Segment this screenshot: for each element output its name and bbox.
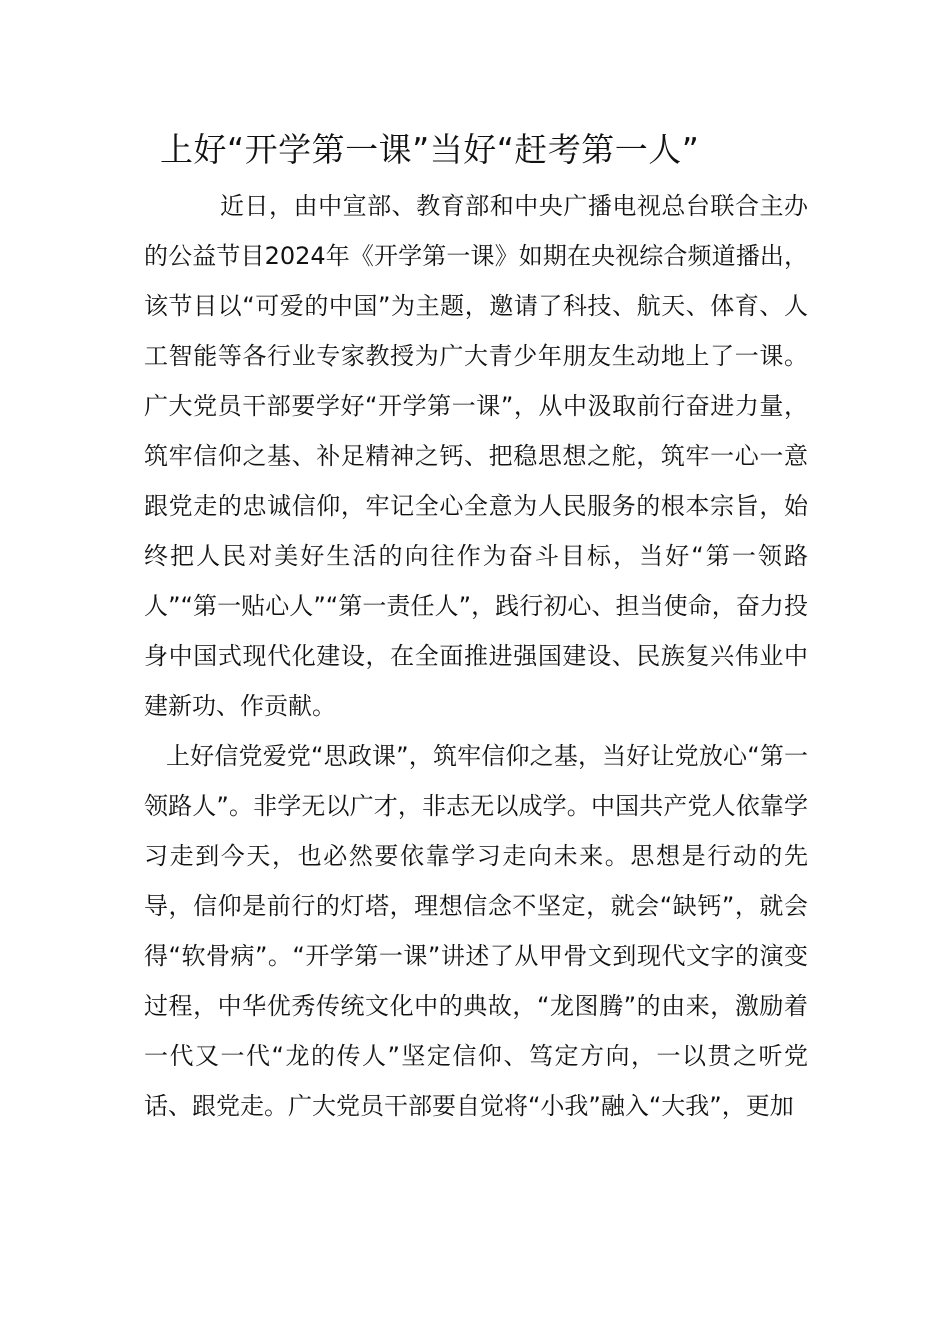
document-body	[144, 181, 808, 1131]
paragraph-1: 近日，由中宣部、教育部和中央广播电视总台联合主办的公益节目2024年《开学第一课》如期在央视综合频道播出，该节目以“可爱的中国”为主题，邀请了科技、航天、体育、人工智能等各行业专家教授为广大青少年朋友生动地上了一课。广大党员干部要学好“开学第一课”，从中汲取前行奋进力量，筑牢信仰之基、补足精神之钙、把稳思想之舵，筑牢一心一意跟党走的忠诚信仰，牢记全心全意为人民服务的根本宗旨，始终把人民对美好生活的向往作为奋斗目标，当好“第一领路人”“第一贴心人”“第一责任人”，践行初心、担当使命，奋力投身中国式现代化建设，在全面推进强国建设、民族复兴伟业中建新功、作贡献。	[144, 192, 808, 720]
paragraph-2: 上好信党爱党“思政课”，筑牢信仰之基，当好让党放心“第一领路人”。非学无以广才，非志无以成学。中国共产党人依靠学习走到今天，也必然要依靠学习走向未来。思想是行动的先导，信仰是前行的灯塔，理想信念不坚定，就会“缺钙”，就会得“软骨病”。“开学第一课”讲述了从甲骨文到现代文字的演变过程，中华优秀传统文化中的典故，“龙图腾”的由来，激励着一代又一代“龙的传人”坚定信仰、笃定方向，一以贯之听党话、跟党走。广大党员干部要自觉将“小我”融入“大我”，更加	[144, 742, 808, 1120]
document-title: 上好“开学第一课”当好“赶考第一人”	[160, 130, 700, 169]
